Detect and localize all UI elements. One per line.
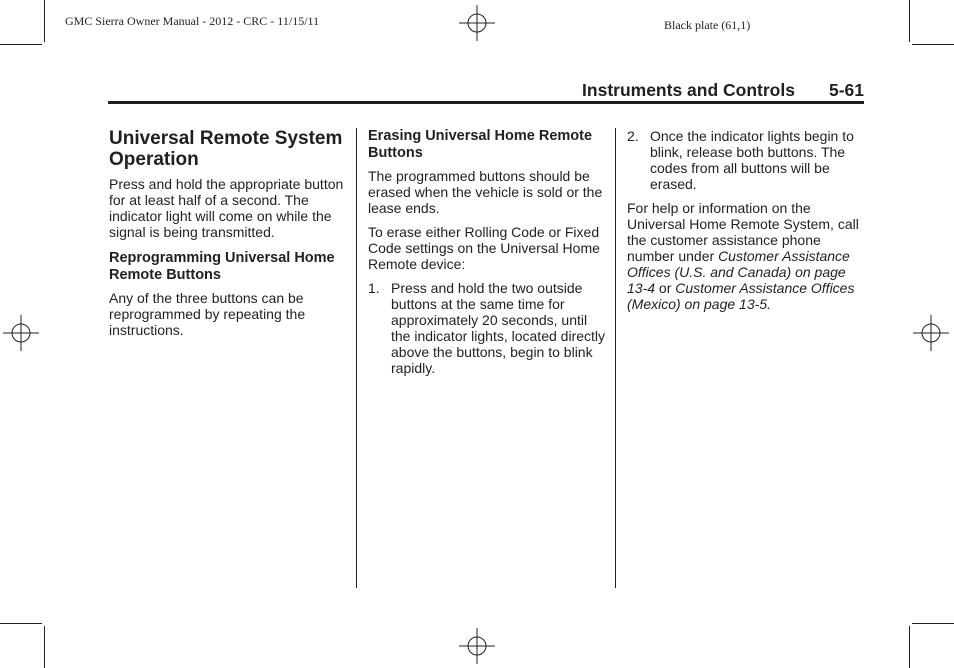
reprogram-paragraph: Any of the three buttons can be reprogrammed by repeating the instructions. xyxy=(109,290,306,338)
erase-steps-list xyxy=(368,280,606,376)
erase-paragraph-1: The programmed buttons should be erased when the vehicle is sold or the lease ends. xyxy=(368,168,603,216)
header-section-title: Instruments and Controls xyxy=(582,80,795,100)
cross-reference-mexico[interactable]: Customer Assistance Offices (Mexico) on page 13-5 xyxy=(627,280,855,312)
registration-mark-bottom-icon xyxy=(459,628,495,664)
column-1 xyxy=(109,128,347,346)
registration-mark-right-icon xyxy=(913,315,949,351)
step-text: Press and hold the two outside buttons at the same time for approximately 20 seconds, until the indicator lights, located directly above the buttons, begin to blink rapidly. xyxy=(391,280,605,376)
print-slug-left: GMC Sierra Owner Manual - 2012 - CRC - 11/15/11 xyxy=(65,14,320,28)
help-paragraph xyxy=(627,200,869,312)
crop-mark-top-left-vertical xyxy=(44,0,45,42)
section-title: Universal Remote System Operation xyxy=(109,128,343,170)
column-divider-2 xyxy=(615,128,616,588)
erase-heading: Erasing Universal Home Remote Buttons xyxy=(368,128,593,161)
intro-paragraph: Press and hold the appropriate button for at least half of a second. The indicator light will come on while the signal is being transmitted. xyxy=(109,176,344,240)
crop-mark-top-left-horizontal xyxy=(0,44,42,45)
erase-steps-list-continued xyxy=(627,128,869,192)
registration-mark-left-icon xyxy=(3,315,39,351)
column-divider-1 xyxy=(356,128,357,588)
column-2 xyxy=(368,128,606,384)
header-rule xyxy=(108,101,864,104)
column-3 xyxy=(627,128,869,320)
running-header xyxy=(582,80,864,101)
crop-mark-top-right-vertical xyxy=(909,0,910,42)
step-number: 1. xyxy=(368,280,380,296)
help-text: For help or information on the Universal Home Remote System, call the customer assistance phone number under xyxy=(627,200,859,264)
end-period: . xyxy=(767,296,771,312)
cross-reference-us-canada[interactable]: Customer Assistance Offices (U.S. and Canada) on page 13-4 xyxy=(627,248,850,296)
print-slug-right: Black plate (61,1) xyxy=(664,18,751,32)
crop-mark-bottom-right-horizontal xyxy=(912,623,954,624)
registration-mark-top-icon xyxy=(459,5,495,41)
reprogram-heading: Reprogramming Universal Home Remote Buttons xyxy=(109,250,335,283)
or-text: or xyxy=(658,280,672,296)
step-text: Once the indicator lights begin to blink, release both buttons. The codes from all buttons will be erased. xyxy=(650,128,854,192)
crop-mark-top-right-horizontal xyxy=(912,44,954,45)
list-item xyxy=(627,128,869,192)
erase-paragraph-2: To erase either Rolling Code or Fixed Code settings on the Universal Home Remote device: xyxy=(368,224,600,272)
crop-mark-bottom-left-horizontal xyxy=(0,623,42,624)
list-item xyxy=(368,280,606,376)
crop-mark-bottom-right-vertical xyxy=(909,626,910,668)
crop-mark-bottom-left-vertical xyxy=(44,626,45,668)
step-number: 2. xyxy=(627,128,639,144)
header-page-number: 5-61 xyxy=(828,80,864,100)
